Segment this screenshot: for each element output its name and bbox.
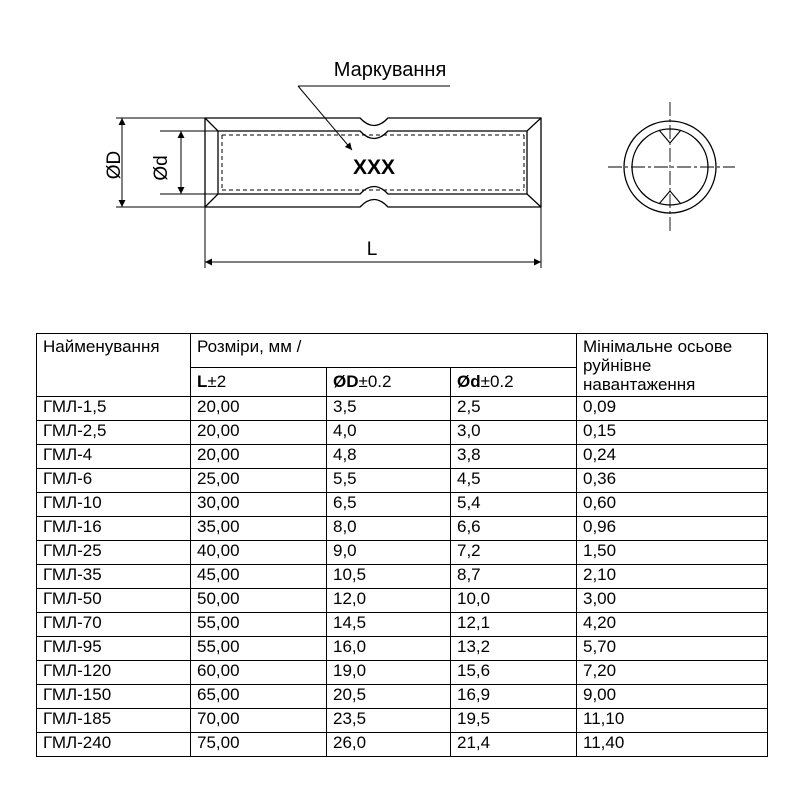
cell-inner-diameter: 19,5	[451, 709, 577, 733]
table-row	[37, 613, 768, 637]
cell-min-load: 11,40	[577, 733, 768, 757]
table-row	[37, 565, 768, 589]
cell-inner-diameter: 7,2	[451, 541, 577, 565]
cell-name: ГМЛ-95	[37, 637, 191, 661]
cell-outer-diameter: 9,0	[327, 541, 451, 565]
marking-label: Маркування	[333, 59, 447, 81]
outer-diameter-label: ØD	[104, 150, 125, 180]
table-header-row	[37, 334, 768, 368]
cell-name: ГМЛ-10	[37, 493, 191, 517]
cell-length: 55,00	[191, 637, 327, 661]
cell-min-load: 0,96	[577, 517, 768, 541]
cell-inner-diameter: 8,7	[451, 565, 577, 589]
cell-name: ГМЛ-2,5	[37, 421, 191, 445]
cell-length: 20,00	[191, 445, 327, 469]
table-row	[37, 685, 768, 709]
cell-inner-diameter: 3,0	[451, 421, 577, 445]
cell-name: ГМЛ-6	[37, 469, 191, 493]
cell-length: 30,00	[191, 493, 327, 517]
cell-outer-diameter: 19,0	[327, 661, 451, 685]
table-row	[37, 421, 768, 445]
cell-length: 65,00	[191, 685, 327, 709]
header-min-load: Мінімальне осьове руйнівне навантаження	[577, 334, 768, 397]
table-row	[37, 637, 768, 661]
table-row	[37, 445, 768, 469]
cell-inner-diameter: 10,0	[451, 589, 577, 613]
cell-outer-diameter: 8,0	[327, 517, 451, 541]
cell-length: 40,00	[191, 541, 327, 565]
cell-inner-diameter: 3,8	[451, 445, 577, 469]
cell-outer-diameter: 5,5	[327, 469, 451, 493]
cell-min-load: 3,00	[577, 589, 768, 613]
cell-inner-diameter: 16,9	[451, 685, 577, 709]
cell-length: 50,00	[191, 589, 327, 613]
inner-diameter-label: Ød	[151, 155, 172, 181]
cell-name: ГМЛ-35	[37, 565, 191, 589]
cell-outer-diameter: 12,0	[327, 589, 451, 613]
header-name: Найменування	[37, 334, 191, 397]
table-row	[37, 541, 768, 565]
cell-outer-diameter: 20,5	[327, 685, 451, 709]
cell-name: ГМЛ-50	[37, 589, 191, 613]
cell-name: ГМЛ-25	[37, 541, 191, 565]
cell-name: ГМЛ-185	[37, 709, 191, 733]
cell-inner-diameter: 5,4	[451, 493, 577, 517]
cell-outer-diameter: 6,5	[327, 493, 451, 517]
cell-length: 20,00	[191, 397, 327, 421]
cell-length: 35,00	[191, 517, 327, 541]
cell-min-load: 7,20	[577, 661, 768, 685]
header-dimensions: Розміри, мм /	[191, 334, 577, 368]
cell-length: 60,00	[191, 661, 327, 685]
cell-outer-diameter: 23,5	[327, 709, 451, 733]
cell-min-load: 1,50	[577, 541, 768, 565]
cell-name: ГМЛ-4	[37, 445, 191, 469]
cell-min-load: 0,24	[577, 445, 768, 469]
marking-code: XXX	[352, 156, 396, 179]
sleeve-technical-drawing	[0, 0, 800, 300]
cell-length: 25,00	[191, 469, 327, 493]
cell-min-load: 0,36	[577, 469, 768, 493]
length-label: L	[366, 239, 378, 260]
table-row	[37, 709, 768, 733]
cell-inner-diameter: 21,4	[451, 733, 577, 757]
subheader-inner-diameter: Ød±0.2	[451, 368, 577, 397]
cell-name: ГМЛ-150	[37, 685, 191, 709]
table-row	[37, 517, 768, 541]
cell-inner-diameter: 6,6	[451, 517, 577, 541]
cell-inner-diameter: 15,6	[451, 661, 577, 685]
cell-inner-diameter: 13,2	[451, 637, 577, 661]
cell-name: ГМЛ-240	[37, 733, 191, 757]
table-row	[37, 397, 768, 421]
cell-name: ГМЛ-120	[37, 661, 191, 685]
cell-name: ГМЛ-1,5	[37, 397, 191, 421]
cell-outer-diameter: 26,0	[327, 733, 451, 757]
table-row	[37, 493, 768, 517]
table-row	[37, 589, 768, 613]
cell-min-load: 11,10	[577, 709, 768, 733]
cell-inner-diameter: 12,1	[451, 613, 577, 637]
cell-outer-diameter: 4,0	[327, 421, 451, 445]
table-row	[37, 469, 768, 493]
cell-outer-diameter: 14,5	[327, 613, 451, 637]
cell-name: ГМЛ-16	[37, 517, 191, 541]
cell-length: 45,00	[191, 565, 327, 589]
cell-length: 20,00	[191, 421, 327, 445]
table-row	[37, 661, 768, 685]
cell-min-load: 4,20	[577, 613, 768, 637]
cell-min-load: 9,00	[577, 685, 768, 709]
cell-outer-diameter: 16,0	[327, 637, 451, 661]
cell-outer-diameter: 10,5	[327, 565, 451, 589]
cell-outer-diameter: 3,5	[327, 397, 451, 421]
cell-min-load: 0,60	[577, 493, 768, 517]
cell-min-load: 0,09	[577, 397, 768, 421]
cell-length: 55,00	[191, 613, 327, 637]
sleeve-end-view	[608, 102, 735, 234]
subheader-outer-diameter: ØD±0.2	[327, 368, 451, 397]
cell-outer-diameter: 4,8	[327, 445, 451, 469]
subheader-length: L±2	[191, 368, 327, 397]
table-row	[37, 733, 768, 757]
cell-inner-diameter: 4,5	[451, 469, 577, 493]
cell-name: ГМЛ-70	[37, 613, 191, 637]
cell-length: 70,00	[191, 709, 327, 733]
cell-min-load: 2,10	[577, 565, 768, 589]
cell-inner-diameter: 2,5	[451, 397, 577, 421]
cell-min-load: 0,15	[577, 421, 768, 445]
specification-table	[36, 333, 768, 757]
cell-length: 75,00	[191, 733, 327, 757]
cell-min-load: 5,70	[577, 637, 768, 661]
